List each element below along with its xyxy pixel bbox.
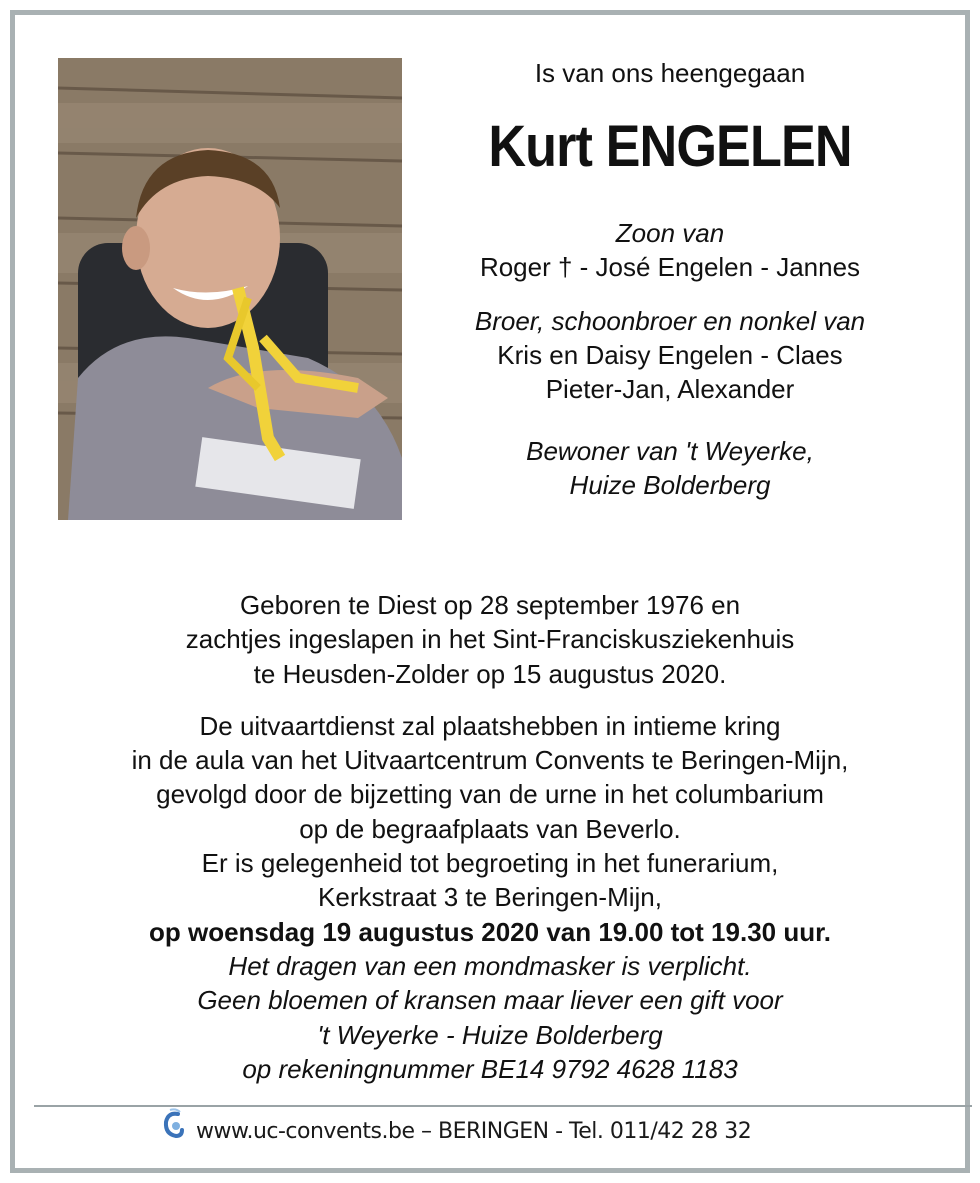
intro-text: Is van ons heengegaan — [534, 58, 806, 88]
birth-line-2: zachtjes ingeslapen in het Sint-Franciskusziekenhuis — [185, 624, 795, 655]
mask-note: Het dragen van een mondmasker is verplicht. — [228, 950, 752, 981]
gift-line-1: Geen bloemen of kransen maar liever een gift voor — [197, 985, 783, 1016]
convents-logo-icon — [160, 1108, 186, 1156]
siblings-line-1: Kris en Daisy Engelen - Claes — [497, 340, 843, 370]
portrait-photo — [58, 58, 402, 520]
funeral-line-3: gevolgd door de bijzetting van de urne in het columbarium — [156, 779, 824, 810]
parents-names: Roger † - José Engelen - Jannes — [479, 252, 861, 282]
announcement-header — [420, 56, 920, 502]
gift-line-3: op rekeningnummer BE14 9792 4628 1183 — [242, 1053, 738, 1084]
funeral-line-1: De uitvaartdienst zal plaatshebben in intieme kring — [199, 710, 781, 741]
deceased-name: Kurt ENGELEN — [488, 114, 852, 179]
visit-time: op woensdag 19 augustus 2020 van 19.00 tot 19.30 uur. — [148, 916, 832, 947]
birth-paragraph — [20, 588, 960, 691]
resident-line-1: Bewoner van 't Weyerke, — [526, 436, 814, 466]
footer — [160, 1112, 860, 1152]
birth-line-3: te Heusden-Zolder op 15 augustus 2020. — [253, 658, 727, 689]
announcement-body — [20, 588, 960, 1086]
resident-line-2: Huize Bolderberg — [569, 470, 771, 500]
footer-contact[interactable]: www.uc-convents.be – BERINGEN - Tel. 011/42 28 32 — [196, 1119, 752, 1144]
funeral-line-6: Kerkstraat 3 te Beringen-Mijn, — [318, 882, 662, 913]
funeral-paragraph — [20, 709, 960, 1086]
birth-line-1: Geboren te Diest op 28 september 1976 en — [239, 590, 741, 620]
family-relations — [420, 216, 920, 502]
funeral-line-2: in de aula van het Uitvaartcentrum Convents te Beringen-Mijn, — [131, 745, 849, 776]
funeral-line-5: Er is gelegenheid tot begroeting in het funerarium, — [201, 848, 779, 879]
gift-line-2: 't Weyerke - Huize Bolderberg — [317, 1019, 663, 1050]
sibling-label: Broer, schoonbroer en nonkel van — [474, 306, 866, 336]
siblings-line-2: Pieter-Jan, Alexander — [545, 374, 795, 404]
funeral-line-4: op de begraafplaats van Beverlo. — [299, 813, 681, 844]
footer-divider — [34, 1105, 972, 1107]
son-of-label: Zoon van — [615, 218, 725, 248]
